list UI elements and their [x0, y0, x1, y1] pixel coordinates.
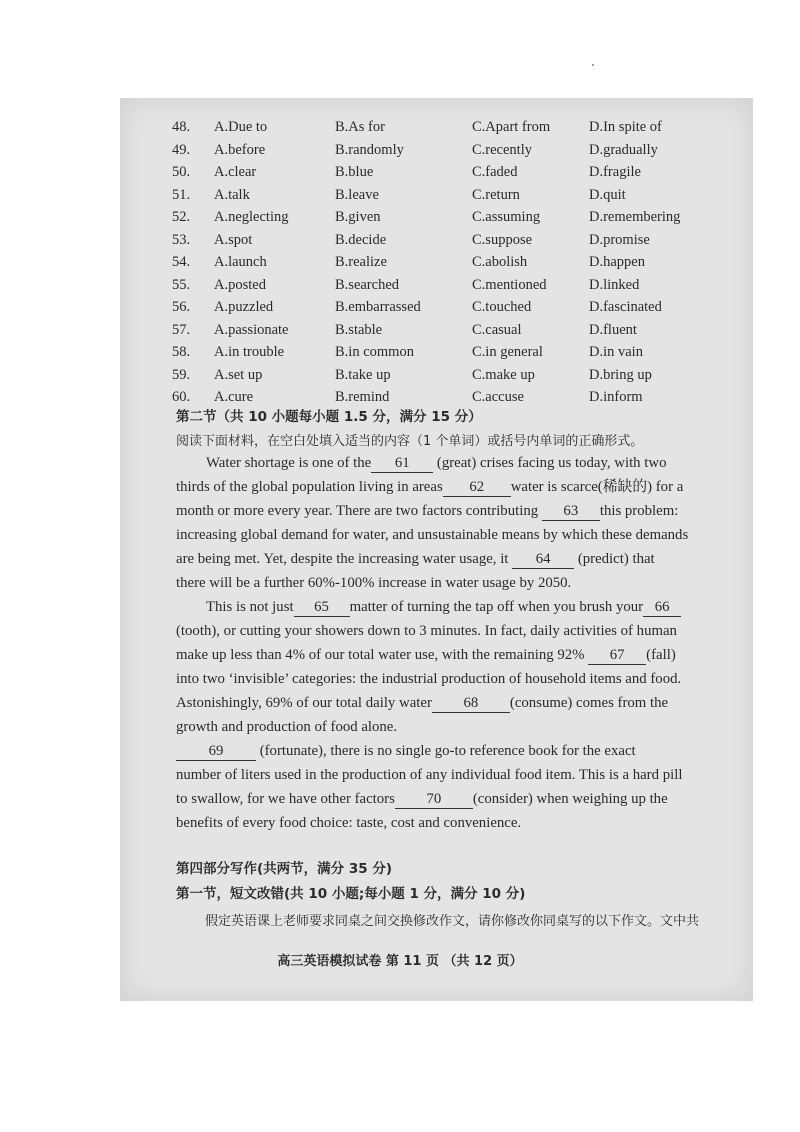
text: (consider) when weighing up the — [472, 791, 668, 807]
option-a: A.puzzled — [214, 299, 274, 315]
question-number: 50. — [172, 164, 191, 180]
option-c: C.casual — [472, 321, 522, 338]
option-d: D.quit — [589, 186, 626, 203]
option-c: C.assuming — [472, 209, 541, 225]
option-b: B.leave — [335, 186, 379, 203]
option-row — [172, 116, 732, 139]
option-b: B.stable — [335, 321, 383, 338]
question-number: 51. — [172, 186, 191, 203]
option-c: C.accuse — [472, 389, 524, 405]
passage-line: number of liters used in the production of any individual food item. This is a hard pill — [176, 767, 683, 783]
option-c: C.suppose — [472, 231, 533, 248]
question-number: 52. — [172, 209, 191, 225]
passage-line: there will be a further 60%-100% increase in water usage by 2050. — [176, 575, 572, 591]
option-a: A.talk — [214, 186, 250, 203]
text: make up less than 4% of our total water use, with the remaining 92% — [176, 647, 585, 663]
text: this problem: — [599, 503, 679, 519]
option-d: D.promise — [589, 231, 650, 248]
option-b: B.embarrassed — [335, 299, 421, 315]
text: are being met. Yet, despite the increasing water usage, it — [176, 551, 509, 567]
option-b: B.As for — [335, 119, 385, 135]
option-a: A.clear — [214, 164, 257, 180]
blank-61: 61 — [371, 454, 433, 473]
option-a: A.posted — [214, 276, 266, 293]
text: (fortunate), there is no single go-to reference book for the exact — [259, 743, 636, 759]
option-table — [172, 116, 732, 409]
text: (great) crises facing us today, with two — [436, 455, 667, 471]
question-number: 49. — [172, 141, 191, 158]
option-a: A.cure — [214, 389, 254, 405]
option-a: A.set up — [214, 366, 263, 383]
text: (fall) — [646, 647, 676, 663]
option-a: A.Due to — [214, 119, 268, 135]
option-b: B.randomly — [335, 141, 404, 158]
blank-66: 66 — [643, 598, 681, 617]
option-a: A.neglecting — [214, 209, 289, 225]
option-row — [172, 341, 732, 364]
option-d: D.fluent — [589, 321, 637, 338]
part4-instruction: 假定英语课上老师要求同桌之间交换修改作文，请你修改你同桌写的以下作文。文中共 — [205, 914, 700, 929]
part4-heading: 第四部分写作(共两节，满分 35 分) — [176, 861, 393, 877]
text: to swallow, for we have other factors — [176, 791, 395, 807]
option-row — [172, 296, 732, 319]
question-number: 54. — [172, 254, 191, 270]
option-row — [172, 251, 732, 274]
passage-line — [176, 644, 736, 668]
option-d: D.linked — [589, 276, 640, 293]
blank-68: 68 — [432, 694, 510, 713]
option-c: C.abolish — [472, 254, 528, 270]
question-number: 58. — [172, 344, 191, 360]
option-d: D.bring up — [589, 366, 652, 383]
option-a: A.launch — [214, 254, 267, 270]
text: (consume) comes from the — [509, 695, 669, 711]
option-b: B.realize — [335, 254, 387, 270]
option-row — [172, 139, 732, 162]
blank-65: 65 — [294, 598, 350, 617]
text: Astonishingly, 69% of our total daily water — [176, 695, 432, 711]
option-c: C.Apart from — [472, 119, 551, 135]
question-number: 48. — [172, 119, 191, 135]
blank-62: 62 — [443, 478, 511, 497]
option-b: B.given — [335, 209, 381, 225]
passage-line — [176, 740, 736, 764]
passage-line — [176, 452, 736, 476]
option-b: B.searched — [335, 276, 400, 293]
option-a: A.before — [214, 141, 266, 158]
passage-line: benefits of every food choice: taste, cost and convenience. — [176, 815, 522, 831]
option-d: D.in vain — [589, 344, 643, 360]
option-a: A.passionate — [214, 321, 289, 338]
passage-line — [176, 596, 736, 620]
passage-line — [176, 500, 736, 524]
option-row — [172, 274, 732, 297]
option-c: C.return — [472, 186, 520, 203]
text: matter of turning the tap off when you brush your — [349, 599, 644, 615]
passage-line — [176, 476, 736, 500]
option-d: D.inform — [589, 389, 643, 405]
passage-line — [176, 692, 736, 716]
cloze-passage — [176, 452, 736, 836]
passage-line: increasing global demand for water, and unsustainable means by which these demands — [176, 527, 689, 543]
blank-64: 64 — [512, 550, 574, 569]
passage-line: growth and production of food alone. — [176, 719, 398, 735]
option-a: A.in trouble — [214, 344, 285, 360]
text: This is not just — [206, 599, 294, 615]
text: Water shortage is one of the — [206, 455, 372, 471]
option-row — [172, 319, 732, 342]
passage-line: (tooth), or cutting your showers down to 3 minutes. In fact, daily activities of human — [176, 623, 677, 639]
option-b: B.remind — [335, 389, 390, 405]
option-d: D.fragile — [589, 164, 641, 180]
option-c: C.in general — [472, 344, 543, 360]
blank-70: 70 — [395, 790, 473, 809]
text: thirds of the global population living in areas — [176, 479, 443, 495]
question-number: 60. — [172, 389, 191, 405]
passage-line: into two ‘invisible’ categories: the industrial production of household items and food. — [176, 671, 682, 687]
option-row — [172, 229, 732, 252]
question-number: 57. — [172, 321, 191, 338]
text: water is scarce(稀缺的) for a — [510, 479, 684, 495]
option-c: C.touched — [472, 299, 532, 315]
option-d: D.In spite of — [589, 119, 662, 135]
part4-section1-heading: 第一节，短文改错(共 10 小题;每小题 1 分，满分 10 分) — [176, 886, 526, 902]
section2-heading: 第二节（共 10 小题每小题 1.5 分，满分 15 分） — [176, 409, 482, 425]
text: month or more every year. There are two factors contributing — [176, 503, 539, 519]
option-c: C.recently — [472, 141, 532, 158]
option-row — [172, 161, 732, 184]
option-a: A.spot — [214, 231, 253, 248]
question-number: 53. — [172, 231, 191, 248]
question-number: 59. — [172, 366, 191, 383]
question-number: 56. — [172, 299, 191, 315]
speck — [592, 64, 594, 66]
passage-line — [176, 548, 736, 572]
option-d: D.happen — [589, 254, 645, 270]
option-c: C.make up — [472, 366, 535, 383]
option-d: D.remembering — [589, 209, 681, 225]
blank-63: 63 — [542, 502, 600, 521]
option-d: D.gradually — [589, 141, 658, 158]
option-row — [172, 184, 732, 207]
section2-instruction: 阅读下面材料，在空白处填入适当的内容（1 个单词）或括号内单词的正确形式。 — [176, 434, 644, 449]
option-b: B.take up — [335, 366, 391, 383]
option-b: B.decide — [335, 231, 387, 248]
blank-69: 69 — [176, 742, 256, 761]
option-b: B.in common — [335, 344, 414, 360]
option-row — [172, 364, 732, 387]
option-row — [172, 206, 732, 229]
passage-line — [176, 788, 736, 812]
page-footer: 高三英语模拟试卷 第 11 页 （共 12 页） — [277, 954, 523, 969]
option-c: C.mentioned — [472, 276, 547, 293]
text: (predict) that — [577, 551, 655, 567]
blank-67: 67 — [588, 646, 646, 665]
option-b: B.blue — [335, 164, 374, 180]
option-c: C.faded — [472, 164, 518, 180]
option-d: D.fascinated — [589, 299, 662, 315]
question-number: 55. — [172, 276, 191, 293]
